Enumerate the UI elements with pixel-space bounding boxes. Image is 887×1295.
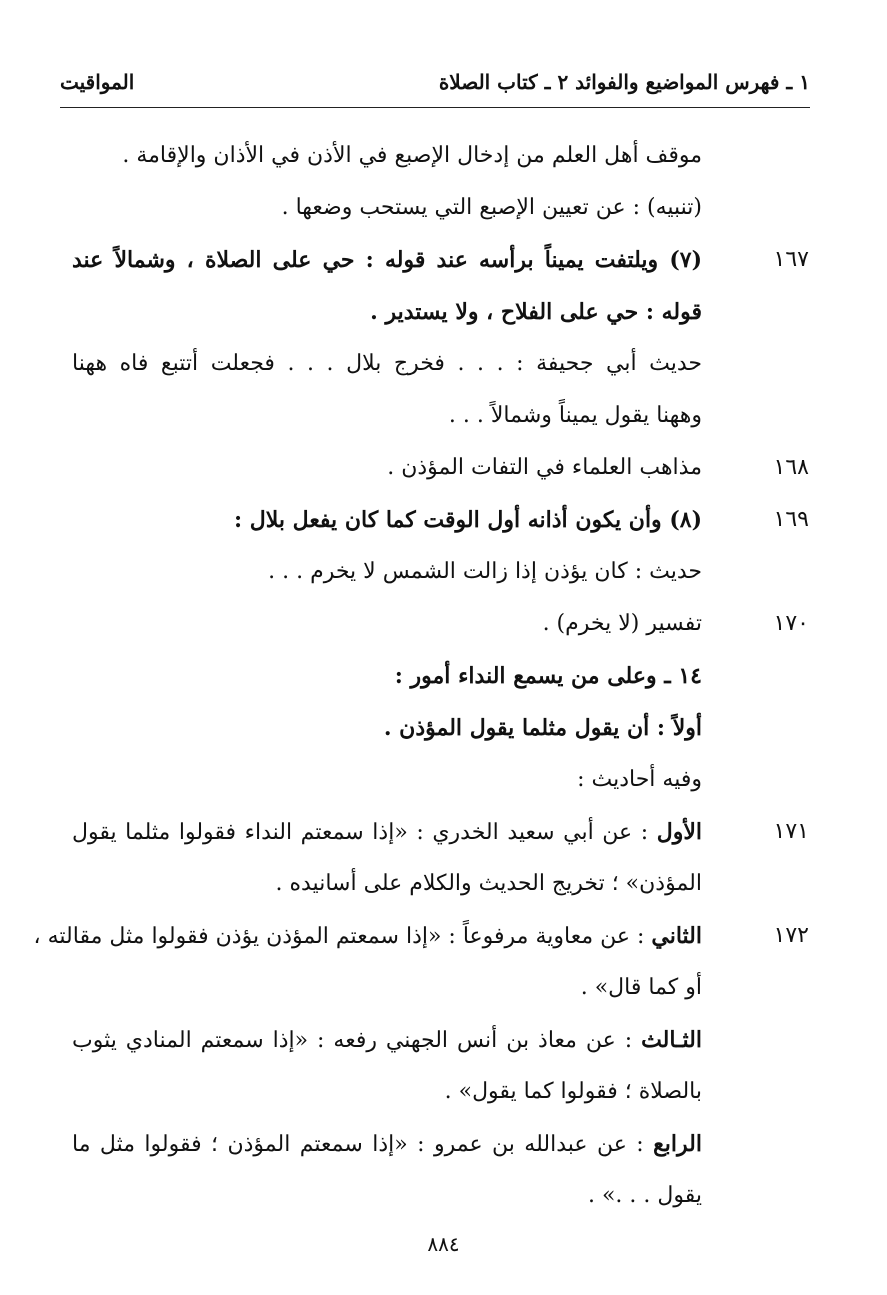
text-line: بالصلاة ؛ فقولوا كما يقول» . — [444, 1079, 702, 1104]
text-line: (تنبيه) : عن تعيين الإصبع التي يستحب وضعها . — [281, 195, 702, 220]
entry-text: : عن معاذ بن أنس الجهني رفعه : «إذا سمعتم المنادي يثوب — [72, 1028, 642, 1053]
text-line: أو كما قال» . — [580, 975, 702, 1000]
text-line: حديث أبي جحيفة : . . . فخرج بلال . . . فجعلت أتتبع فاه ههنا — [72, 351, 702, 376]
text-line: وههنا يقول يميناً وشمالاً . . . — [448, 403, 702, 428]
entry-text: : عن أبي سعيد الخدري : «إذا سمعتم النداء فقولوا مثلما يقول — [72, 820, 657, 845]
entry-number: ١٦٧ — [773, 247, 809, 272]
header-divider — [60, 107, 810, 108]
page-number: ٨٨٤ — [427, 1232, 460, 1256]
running-header — [60, 66, 810, 106]
entry-lead: الثـالث — [641, 1027, 702, 1053]
text-line — [72, 810, 702, 854]
header-section-title: ١ ـ فهرس المواضيع والفوائد ٢ ـ كتاب الصلاة — [438, 70, 810, 94]
entry-lead: الأول — [656, 819, 702, 845]
header-topic: المواقيت — [60, 70, 135, 94]
section-heading: ١٤ ـ وعلى من يسمع النداء أمور : — [394, 663, 702, 689]
heading-line: (٧) ويلتفت يميناً برأسه عند قوله : حي على الصلاة ، وشمالاً عند — [72, 247, 702, 273]
entry-number: ١٦٨ — [773, 455, 809, 480]
text-line — [33, 914, 702, 958]
text-line: المؤذن» ؛ تخريج الحديث والكلام على أسانيده . — [275, 871, 702, 896]
text-line — [72, 1122, 702, 1166]
entry-number: ١٦٩ — [773, 507, 809, 532]
subsection-heading: أولاً : أن يقول مثلما يقول المؤذن . — [383, 715, 702, 741]
entry-lead: الثاني — [651, 923, 702, 949]
text-line: يقول . . .» . — [587, 1183, 702, 1208]
text-line: وفيه أحاديث : — [577, 767, 702, 792]
text-line: مذاهب العلماء في التفات المؤذن . — [387, 455, 702, 480]
text-line: حديث : كان يؤذن إذا زالت الشمس لا يخرم . . . — [268, 559, 702, 584]
text-line — [72, 1018, 702, 1062]
entry-text: : عن عبدالله بن عمرو : «إذا سمعتم المؤذن ؛ فقولوا مثل ما — [72, 1132, 654, 1157]
entry-number: ١٧٠ — [773, 611, 809, 636]
entry-number: ١٧١ — [773, 819, 809, 844]
entry-text: : عن معاوية مرفوعاً : «إذا سمعتم المؤذن يؤذن فقولوا مثل مقالته ، — [33, 924, 652, 949]
text-line: تفسير (لا يخرم) . — [542, 611, 702, 636]
text-line: موقف أهل العلم من إدخال الإصبع في الأذن في الأذان والإقامة . — [122, 143, 702, 168]
entry-number: ١٧٢ — [773, 923, 809, 948]
heading-line: (٨) وأن يكون أذانه أول الوقت كما كان يفعل بلال : — [233, 507, 702, 533]
entry-lead: الرابع — [653, 1131, 702, 1157]
heading-line: قوله : حي على الفلاح ، ولا يستدير . — [370, 299, 702, 325]
